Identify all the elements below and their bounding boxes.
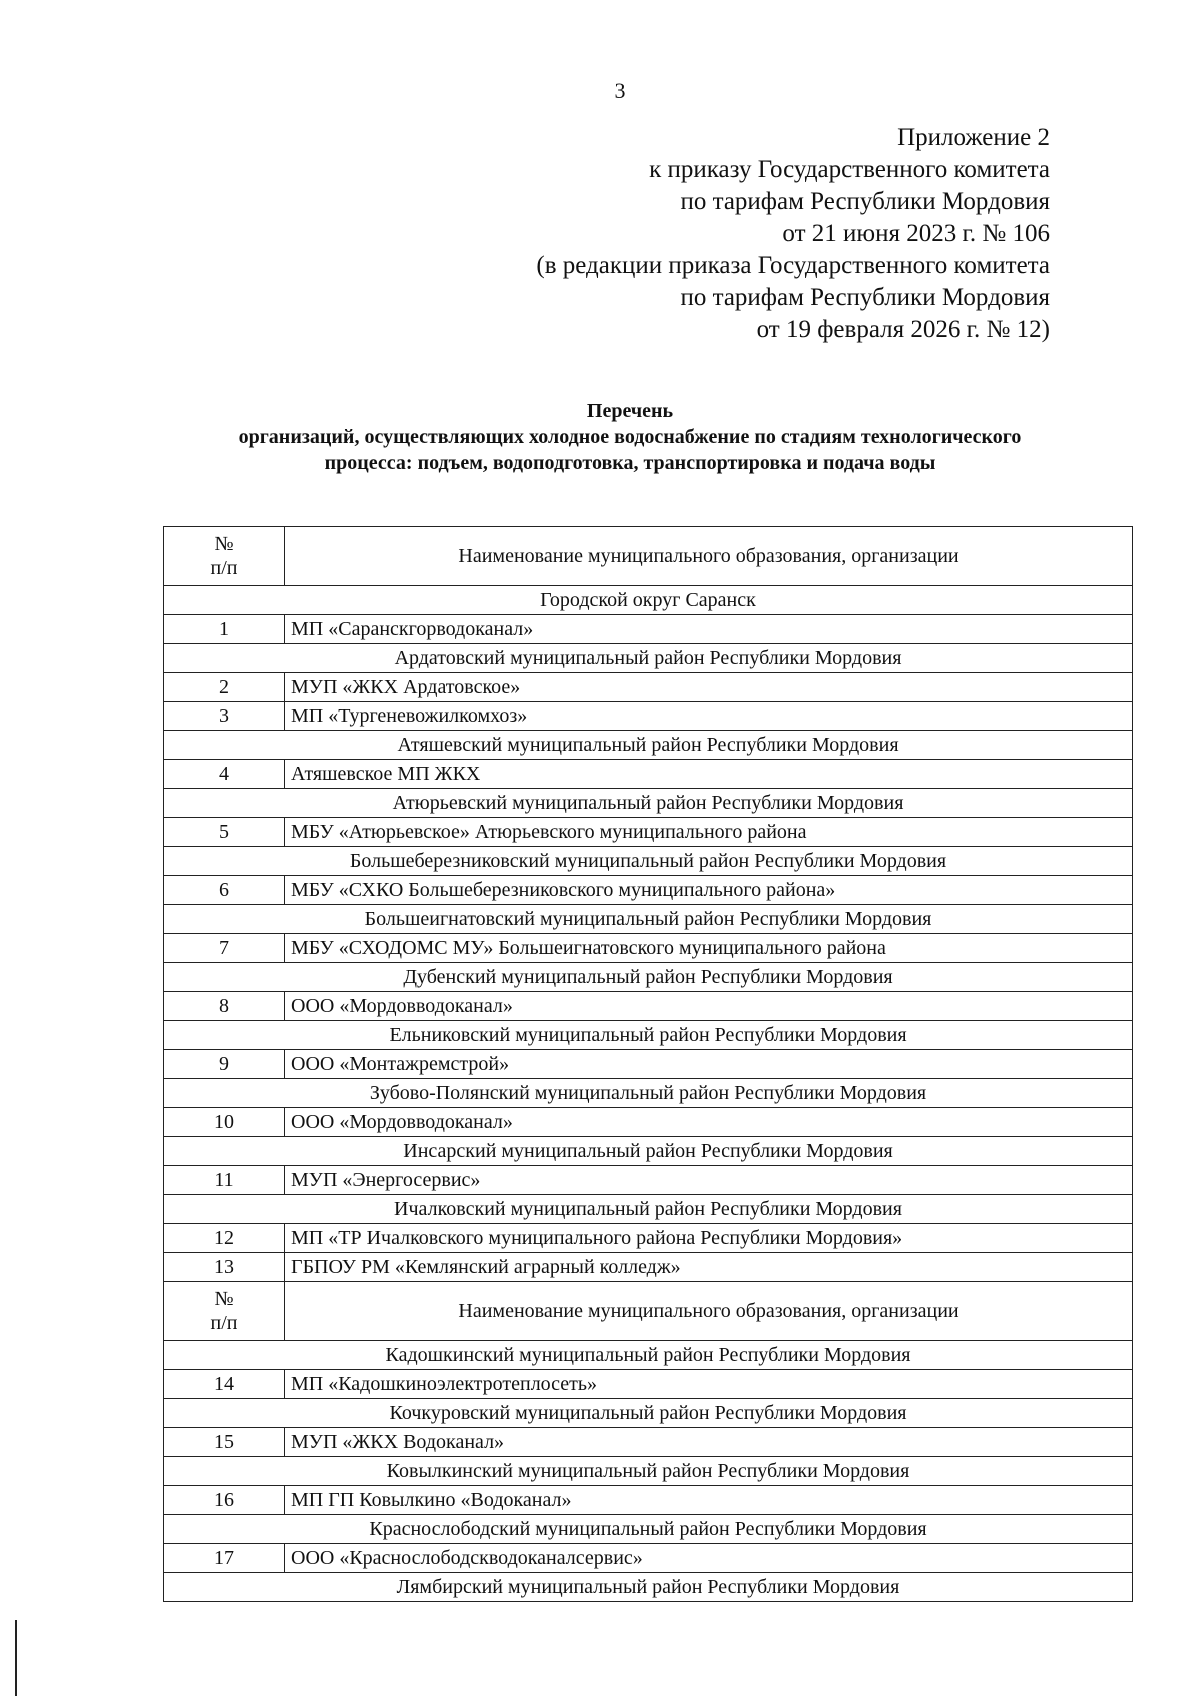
appendix-line: Приложение 2 — [897, 124, 1050, 151]
appendix-line: (в редакции приказа Государственного комитета — [536, 252, 1050, 279]
organization-name: ООО «Краснослободскводоканалсервис» — [285, 1544, 1133, 1573]
heading-subtitle: процесса: подъем, водоподготовка, транспортировка и подача воды — [324, 452, 936, 474]
row-number: 17 — [164, 1544, 285, 1573]
row-number: 3 — [164, 702, 285, 731]
table-row — [164, 818, 1133, 847]
row-number: 13 — [164, 1253, 285, 1282]
section-title: Ковылкинский муниципальный район Республики Мордовия — [164, 1457, 1133, 1486]
section-row — [164, 963, 1133, 992]
organization-name: МБУ «СХОДОМС МУ» Большеигнатовского муниципального района — [285, 934, 1133, 963]
row-number: 4 — [164, 760, 285, 789]
row-number: 11 — [164, 1166, 285, 1195]
table-row — [164, 1166, 1133, 1195]
section-title: Краснослободский муниципальный район Республики Мордовия — [164, 1515, 1133, 1544]
table-header-row — [164, 1282, 1133, 1341]
row-number: 10 — [164, 1108, 285, 1137]
section-title: Кочкуровский муниципальный район Республики Мордовия — [164, 1399, 1133, 1428]
organization-name: ООО «Мордовводоканал» — [285, 992, 1133, 1021]
section-title: Кадошкинский муниципальный район Республики Мордовия — [164, 1341, 1133, 1370]
table-row — [164, 615, 1133, 644]
row-number: 6 — [164, 876, 285, 905]
section-row — [164, 1573, 1133, 1602]
appendix-line: от 21 июня 2023 г. № 106 — [782, 220, 1050, 247]
margin-mark — [15, 1620, 17, 1696]
organizations-table — [163, 526, 1133, 1602]
section-row — [164, 1079, 1133, 1108]
section-title: Лямбирский муниципальный район Республики Мордовия — [164, 1573, 1133, 1602]
row-number: 8 — [164, 992, 285, 1021]
section-title: Большеигнатовский муниципальный район Республики Мордовия — [164, 905, 1133, 934]
section-row — [164, 644, 1133, 673]
row-number: 12 — [164, 1224, 285, 1253]
table-row — [164, 1486, 1133, 1515]
row-number: 2 — [164, 673, 285, 702]
organization-name: МП «Кадошкиноэлектротеплосеть» — [285, 1370, 1133, 1399]
organization-name: МБУ «Атюрьевское» Атюрьевского муниципального района — [285, 818, 1133, 847]
row-number: 9 — [164, 1050, 285, 1079]
page-number: 3 — [614, 78, 626, 103]
table-row — [164, 1108, 1133, 1137]
table-header-row — [164, 527, 1133, 586]
section-row — [164, 847, 1133, 876]
table-row — [164, 673, 1133, 702]
appendix-line: к приказу Государственного комитета — [649, 156, 1050, 183]
section-title: Большеберезниковский муниципальный район Республики Мордовия — [164, 847, 1133, 876]
organization-name: МУП «ЖКХ Ардатовское» — [285, 673, 1133, 702]
organization-name: МП «ТР Ичалковского муниципального района Республики Мордовия» — [285, 1224, 1133, 1253]
heading-title: Перечень — [586, 400, 674, 422]
col-num-header — [164, 527, 285, 586]
appendix-block — [536, 122, 1050, 346]
col-num-header-line: п/п — [210, 1312, 238, 1334]
row-number: 14 — [164, 1370, 285, 1399]
organization-name: МП «Тургеневожилкомхоз» — [285, 702, 1133, 731]
row-number: 5 — [164, 818, 285, 847]
table-row — [164, 1050, 1133, 1079]
row-number: 15 — [164, 1428, 285, 1457]
section-title: Зубово-Полянский муниципальный район Республики Мордовия — [164, 1079, 1133, 1108]
table-row — [164, 992, 1133, 1021]
table-row — [164, 876, 1133, 905]
col-num-header-line: п/п — [210, 557, 238, 579]
section-row — [164, 1021, 1133, 1050]
table-row — [164, 1428, 1133, 1457]
section-row — [164, 789, 1133, 818]
row-number: 16 — [164, 1486, 285, 1515]
table-row — [164, 1370, 1133, 1399]
row-number: 1 — [164, 615, 285, 644]
table-row — [164, 1224, 1133, 1253]
organization-name: ООО «Мордовводоканал» — [285, 1108, 1133, 1137]
section-title: Ардатовский муниципальный район Республики Мордовия — [164, 644, 1133, 673]
section-row — [164, 1137, 1133, 1166]
section-title: Дубенский муниципальный район Республики Мордовия — [164, 963, 1133, 992]
organization-name: Атяшевское МП ЖКХ — [285, 760, 1133, 789]
appendix-line: от 19 февраля 2026 г. № 12) — [756, 316, 1050, 343]
organization-name: МУП «ЖКХ Водоканал» — [285, 1428, 1133, 1457]
section-title: Ельниковский муниципальный район Республики Мордовия — [164, 1021, 1133, 1050]
col-name-header: Наименование муниципального образования, организации — [285, 527, 1133, 586]
col-num-header-line: № — [214, 1288, 234, 1310]
organization-name: МБУ «СХКО Большеберезниковского муниципального района» — [285, 876, 1133, 905]
section-row — [164, 1399, 1133, 1428]
table-row — [164, 702, 1133, 731]
section-title: Инсарский муниципальный район Республики Мордовия — [164, 1137, 1133, 1166]
section-row — [164, 1457, 1133, 1486]
section-title: Ичалковский муниципальный район Республики Мордовия — [164, 1195, 1133, 1224]
section-title: Атюрьевский муниципальный район Республики Мордовия — [164, 789, 1133, 818]
table-row — [164, 934, 1133, 963]
section-row — [164, 731, 1133, 760]
organization-name: ООО «Монтажремстрой» — [285, 1050, 1133, 1079]
organization-name: ГБПОУ РМ «Кемлянский аграрный колледж» — [285, 1253, 1133, 1282]
section-row — [164, 1341, 1133, 1370]
organization-name: МП ГП Ковылкино «Водоканал» — [285, 1486, 1133, 1515]
appendix-line: по тарифам Республики Мордовия — [680, 188, 1050, 215]
table-row — [164, 1253, 1133, 1282]
col-name-header: Наименование муниципального образования, организации — [285, 1282, 1133, 1341]
section-title: Городской округ Саранск — [164, 586, 1133, 615]
section-row — [164, 586, 1133, 615]
col-num-header — [164, 1282, 285, 1341]
heading-subtitle: организаций, осуществляющих холодное водоснабжение по стадиям технологического — [238, 426, 1022, 448]
document-heading — [130, 398, 1130, 476]
organization-name: МП «Саранскгорводоканал» — [285, 615, 1133, 644]
organization-name: МУП «Энергосервис» — [285, 1166, 1133, 1195]
table-row — [164, 760, 1133, 789]
table-row — [164, 1544, 1133, 1573]
row-number: 7 — [164, 934, 285, 963]
section-row — [164, 1515, 1133, 1544]
section-row — [164, 1195, 1133, 1224]
appendix-line: по тарифам Республики Мордовия — [680, 284, 1050, 311]
section-title: Атяшевский муниципальный район Республики Мордовия — [164, 731, 1133, 760]
section-row — [164, 905, 1133, 934]
col-num-header-line: № — [214, 533, 234, 555]
